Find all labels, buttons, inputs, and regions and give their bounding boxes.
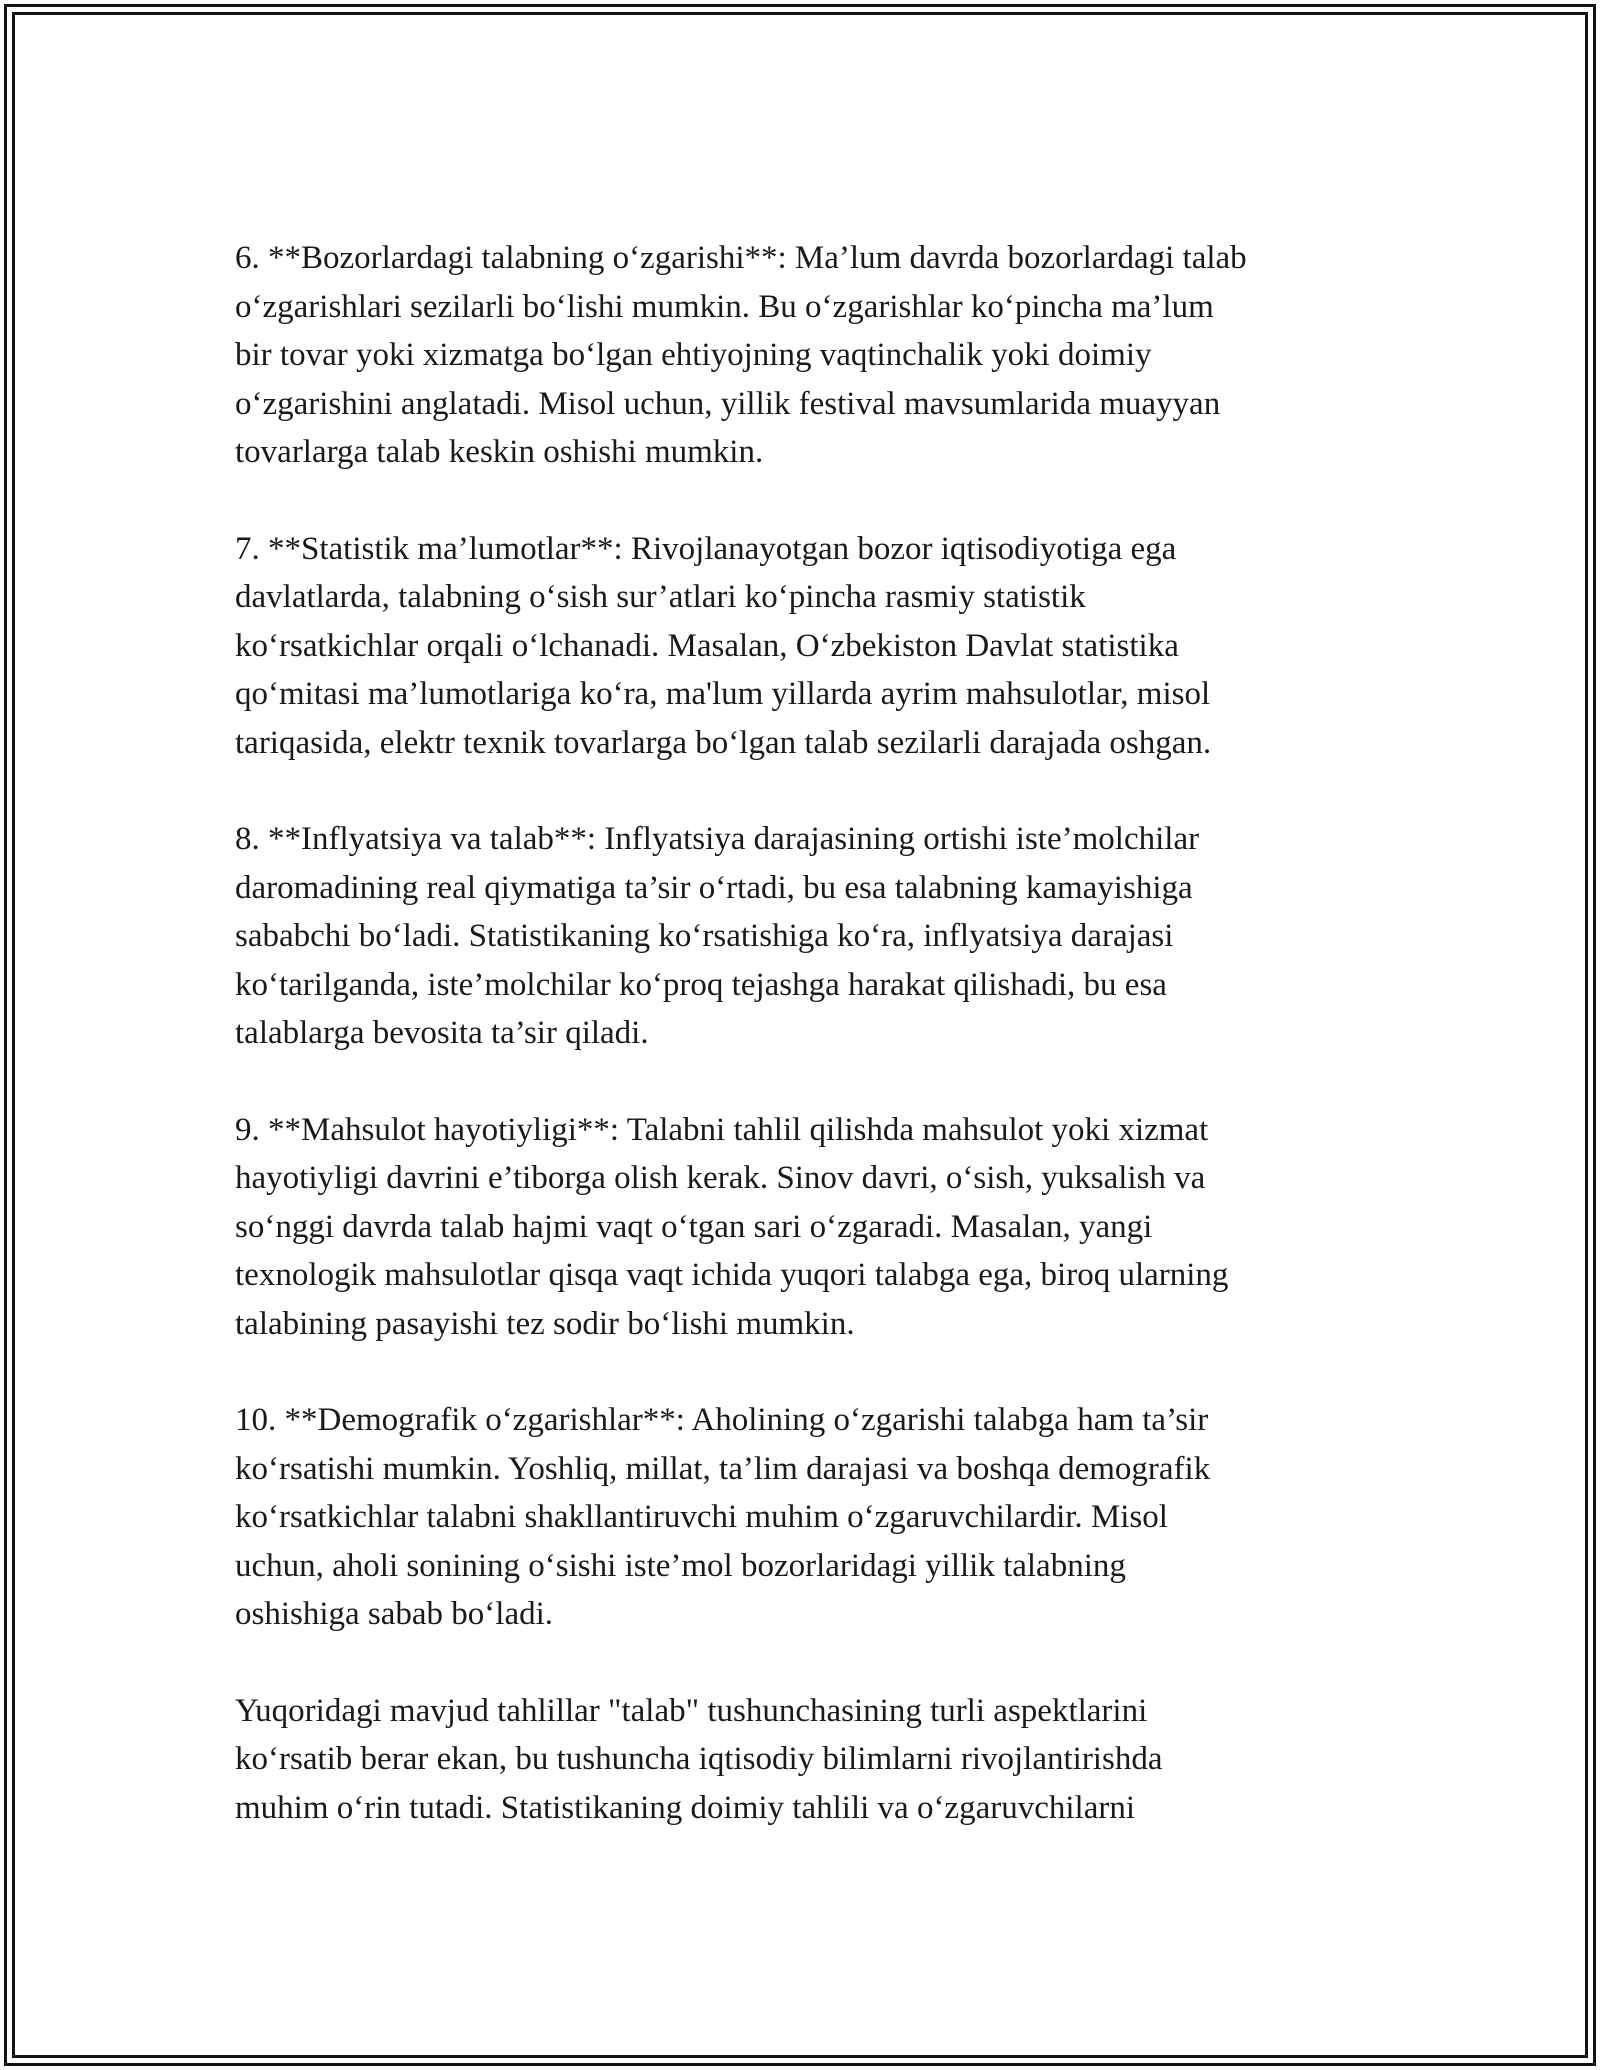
text-line: talablarga bevosita ta’sir qiladi. xyxy=(235,1015,649,1051)
paragraph-8-inflyatsiya xyxy=(235,815,1375,1058)
text-line: 8. **Inflyatsiya va talab**: Inflyatsiya darajasining ortishi iste’molchilar xyxy=(235,821,1200,857)
paragraph-10-demografik xyxy=(235,1396,1375,1639)
text-line: daromadining real qiymatiga ta’sir o‘rtadi, bu esa talabning kamayishiga xyxy=(235,869,1193,906)
text-line: sababchi bo‘ladi. Statistikaning ko‘rsatishiga ko‘ra, inflyatsiya darajasi xyxy=(235,918,1174,954)
text-line: o‘zgarishini anglatadi. Misol uchun, yillik festival mavsumlarida muayyan xyxy=(235,385,1221,422)
text-line: ko‘rsatib berar ekan, bu tushuncha iqtisodiy bilimlarni rivojlantirishda xyxy=(235,1741,1163,1777)
text-line: davlatlarda, talabning o‘sish sur’atlari ko‘pincha rasmiy statistik xyxy=(235,579,1086,615)
text-line: 9. **Mahsulot hayotiyligi**: Talabni tahlil qilishda mahsulot yoki xizmat xyxy=(235,1111,1209,1148)
text-line: ko‘tarilganda, iste’molchilar ko‘proq tejashga harakat qilishadi, bu esa xyxy=(235,966,1167,1003)
text-line: texnologik mahsulotlar qisqa vaqt ichida yuqori talabga ega, biroq ularning xyxy=(235,1257,1229,1293)
text-line: so‘nggi davrda talab hajmi vaqt o‘tgan sari o‘zgaradi. Masalan, yangi xyxy=(235,1208,1153,1245)
text-line: ko‘rsatkichlar talabni shakllantiruvchi muhim o‘zgaruvchilardir. Misol xyxy=(235,1499,1168,1535)
text-line: muhim o‘rin tutadi. Statistikaning doimiy tahlili va o‘zgaruvchilarni xyxy=(235,1789,1136,1826)
text-line: qo‘mitasi ma’lumotlariga ko‘ra, ma'lum yillarda ayrim mahsulotlar, misol xyxy=(235,676,1211,712)
paragraph-conclusion xyxy=(235,1687,1375,1833)
text-line: tariqasida, elektr texnik tovarlarga bo‘lgan talab sezilarli darajada oshgan. xyxy=(235,724,1212,761)
text-line: 10. **Demografik o‘zgarishlar**: Aholining o‘zgarishi talabga ham ta’sir xyxy=(235,1402,1209,1438)
text-line: Yuqoridagi mavjud tahlillar "talab" tushunchasining turli aspektlarini xyxy=(235,1692,1148,1729)
text-line: hayotiyligi davrini e’tiborga olish kerak. Sinov davri, o‘sish, yuksalish va xyxy=(235,1160,1206,1196)
text-line: oshishiga sabab bo‘ladi. xyxy=(235,1596,554,1632)
paragraph-7-statistik-malumotlar xyxy=(235,525,1375,768)
text-line: ko‘rsatishi mumkin. Yoshliq, millat, ta’lim darajasi va boshqa demografik xyxy=(235,1450,1211,1487)
text-line: tovarlarga talab keskin oshishi mumkin. xyxy=(235,434,764,470)
text-line: o‘zgarishlari sezilarli bo‘lishi mumkin. Bu o‘zgarishlar ko‘pincha ma’lum xyxy=(235,288,1214,325)
text-line: 6. **Bozorlardagi talabning o‘zgarishi**: Ma’lum davrda bozorlardagi talab xyxy=(235,240,1247,276)
document-body xyxy=(235,234,1375,1880)
text-line: ko‘rsatkichlar orqali o‘lchanadi. Masalan, O‘zbekiston Davlat statistika xyxy=(235,627,1179,664)
text-line: uchun, aholi sonining o‘sishi iste’mol bozorlaridagi yillik talabning xyxy=(235,1547,1126,1584)
text-line: bir tovar yoki xizmatga bo‘lgan ehtiyojning vaqtinchalik yoki doimiy xyxy=(235,337,1152,373)
text-line: 7. **Statistik ma’lumotlar**: Rivojlanayotgan bozor iqtisodiyotiga ega xyxy=(235,530,1177,567)
paragraph-9-mahsulot-hayotiyligi xyxy=(235,1106,1375,1349)
paragraph-6-bozorlardagi-talab xyxy=(235,234,1375,477)
text-line: talabining pasayishi tez sodir bo‘lishi mumkin. xyxy=(235,1305,855,1342)
